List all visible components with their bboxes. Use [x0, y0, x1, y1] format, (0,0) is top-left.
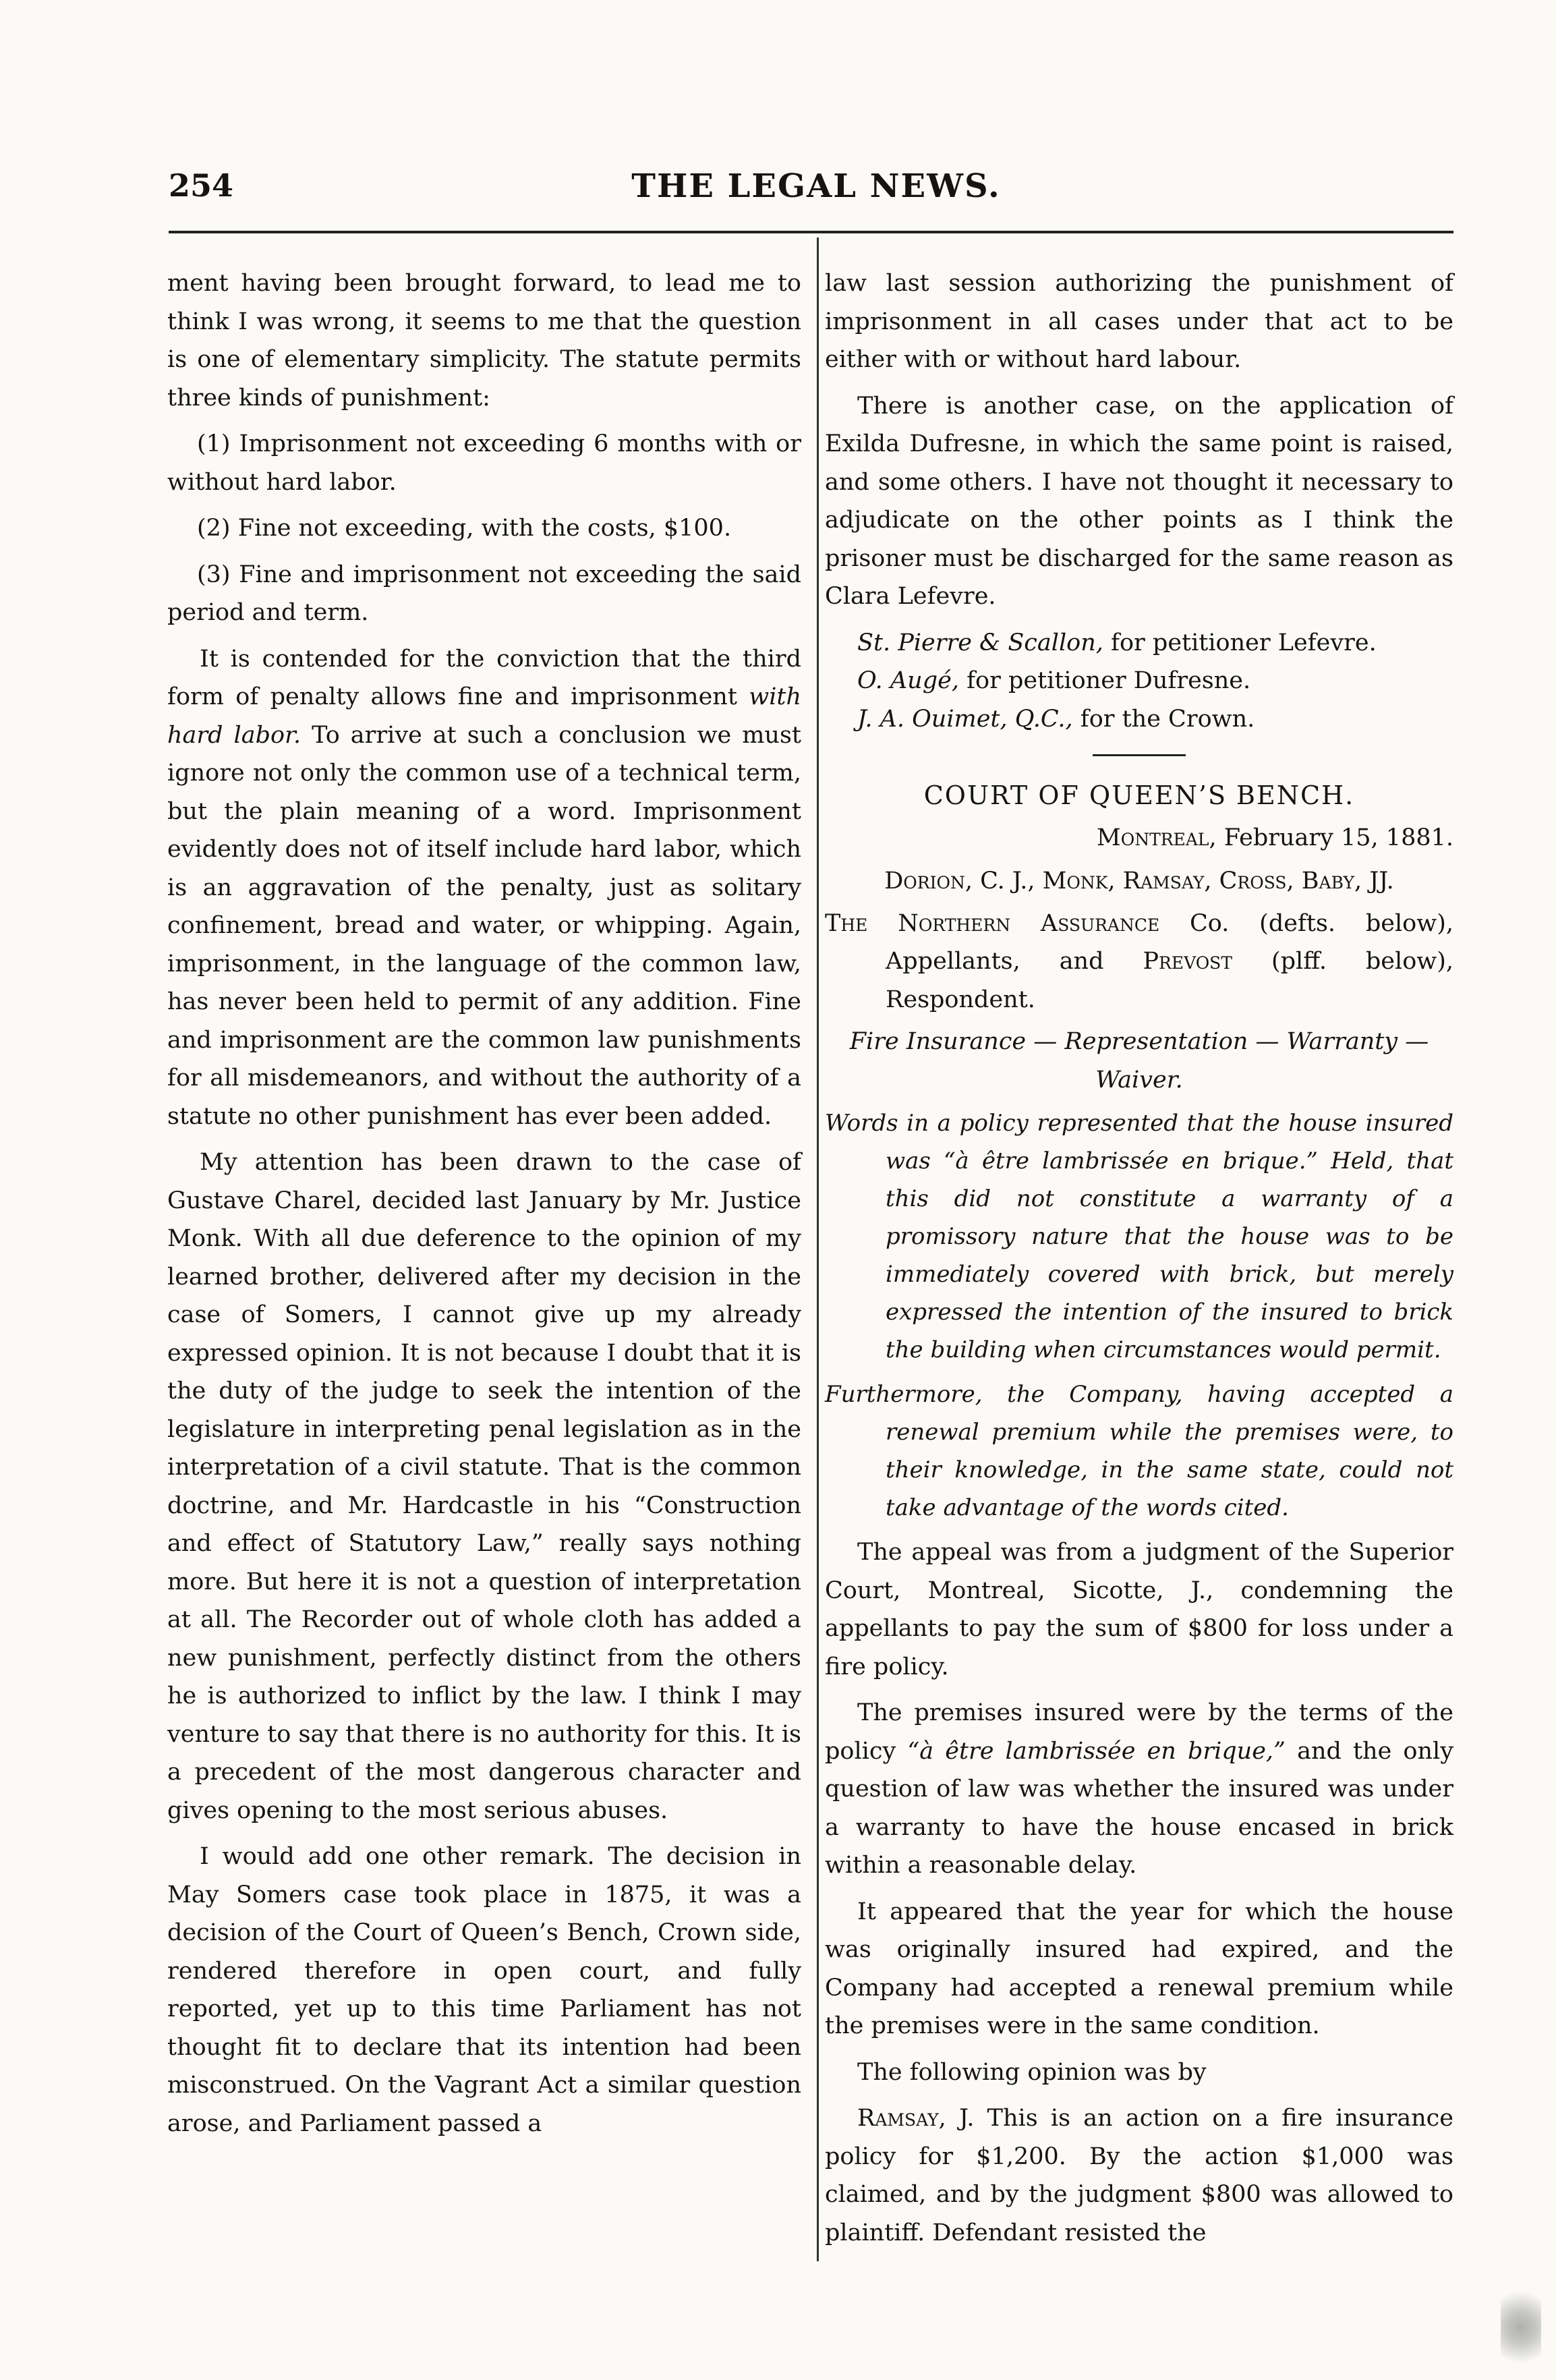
counsel-line — [825, 624, 1453, 662]
page-header — [169, 167, 1464, 215]
section-divider — [1093, 754, 1186, 756]
text-span: It is contended for the conviction that the third form of penalty allows fine and imprisonment — [167, 645, 801, 710]
text-span: To arrive at such a conclusion we must ignore not only the common use of a technical term, but the plain meaning of a word. Imprisonment evidently does not of itself include hard labor, which is an aggravation of the penalty, just as solitary confinement, bread and water, or whipping. Again, imprisonment, in the language of the common law, has never been held to permit of any addition. Fine and imprisonment are the common law punishments for all misdemeanors, and without the authority of a statute no other punishment has ever been added. — [167, 721, 801, 1130]
column-divider — [817, 237, 819, 2261]
party: The Northern Assurance — [825, 909, 1160, 937]
header-rule — [169, 231, 1453, 233]
court-heading: COURT OF QUEEN’S BENCH. — [923, 781, 1355, 810]
case-parties — [825, 905, 1453, 1019]
scan-smudge-icon — [1501, 2280, 1541, 2375]
counsel-role: for petitioner Lefevre. — [1103, 629, 1377, 656]
judge-name: Ramsay, — [857, 2105, 946, 2132]
text-span: J. This is an action on a fire insurance policy for $1,200. By the action $1,000 was claimed, and by the judgment $800 was allowed to plaintiff. Defendant resisted the — [825, 2105, 1453, 2246]
left-column — [167, 264, 801, 2151]
headnote-title: Fire Insurance — Representation — Warranty — Waiver. — [849, 1028, 1429, 1094]
right-column — [825, 264, 1453, 2260]
emphasis: with hard labor. — [167, 683, 801, 749]
paragraph: ment having been brought forward, to lead me to think I was wrong, it seems to me that the question is one of elementary simplicity. The statute permits three kinds of punishment: — [167, 270, 801, 412]
text-span: (plff. below), Respondent. — [886, 948, 1454, 1013]
text-span: The premises insured were by the terms of the policy — [825, 1699, 1453, 1765]
counsel-role: for petitioner Dufresne. — [958, 667, 1251, 694]
paragraph: There is another case, on the application of Exilda Dufresne, in which the same point is raised, and some others. I have not thought it necessary to adjudicate on the other points as I think the prisoner must be discharged for the same reason as Clara Lefevre. — [825, 392, 1453, 610]
party: Prevost — [1143, 948, 1232, 975]
paragraph: law last session authorizing the punishment of imprisonment in all cases under that act to be either with or without hard labour. — [825, 270, 1453, 373]
paragraph: My attention has been drawn to the case of Gustave Charel, decided last January by Mr. Justice Monk. With all due deference to the opinion of my learned brother, delivered after my decision in the case of Somers, I cannot give up my already expressed opinion. It is not because I doubt that it is the duty of the judge to seek the intention of the legislature in interpreting penal legislation as in the interpretation of a civil statute. That is the common doctrine, and Mr. Hardcastle in his “Construction and effect of Statutory Law,” really says nothing more. But here it is not a question of interpretation at all. The Recorder out of whole cloth has added a new punishment, perfectly distinct from the others he is authorized to inflict by the law. I think I may venture to say that there is no authority for this. It is a precedent of the most dangerous character and gives opening to the most serious abuses. — [167, 1149, 801, 1824]
text-span: Co. (defts. below), Appellants, and — [886, 909, 1453, 975]
headnote: Words in a policy represented that the house insured was “à être lambrissée en brique.” Held, that this did not constitute a warranty of a promissory nature that the house was to be immediately covered with brick, but merely expressed the intention of the insured to brick the building when circumstances would permit. — [825, 1110, 1453, 1363]
counsel-name: O. Augé, — [857, 667, 959, 694]
counsel-name: J. A. Ouimet, Q.C., — [857, 705, 1073, 733]
date: February 15, 1881. — [1216, 824, 1453, 851]
paragraph: The appeal was from a judgment of the Superior Court, Montreal, Sicotte, J., condemning the appellants to pay the sum of $800 for loss under a fire policy. — [825, 1539, 1453, 1680]
list-item: (2) Fine not exceeding, with the costs, $100. — [197, 515, 732, 542]
paragraph — [825, 2099, 1453, 2252]
paragraph: The following opinion was by — [857, 2058, 1207, 2086]
list-item: (3) Fine and imprisonment not exceeding the said period and term. — [167, 561, 801, 626]
paragraph — [825, 1694, 1453, 1885]
counsel-line — [825, 662, 1453, 700]
headnote: Furthermore, the Company, having accepted a renewal premium while the premises were, to their knowledge, in the same state, could not take advantage of the words cited. — [825, 1381, 1453, 1521]
paragraph: It appeared that the year for which the house was originally insured had expired, and the Company had accepted a renewal premium while the premises were in the same condition. — [825, 1898, 1453, 2039]
counsel-role: for the Crown. — [1072, 705, 1255, 733]
counsel-line — [825, 700, 1453, 739]
place: Montreal, — [1096, 824, 1217, 851]
running-title: THE LEGAL NEWS. — [631, 167, 1001, 205]
list-item: (1) Imprisonment not exceeding 6 months with or without hard labor. — [167, 430, 801, 496]
emphasis: “à être lambrissée en brique,” — [907, 1737, 1286, 1765]
paragraph: I would add one other remark. The decision in May Somers case took place in 1875, it was a decision of the Court of Queen’s Bench, Crown side, rendered therefore in open court, and fully reported, yet up to this time Parliament has not thought fit to declare that its intention had been misconstrued. On the Vagrant Act a similar question arose, and Parliament passed a — [167, 1843, 801, 2137]
judges-line: Dorion, C. J., Monk, Ramsay, Cross, Baby, JJ. — [884, 868, 1394, 895]
dateline — [825, 819, 1453, 857]
paragraph — [167, 640, 801, 1136]
counsel-name: St. Pierre & Scallon, — [857, 629, 1103, 656]
page-number: 254 — [169, 167, 234, 204]
text-span: and the only question of law was whether the insured was under a warranty to have the house encased in brick within a reasonable delay. — [825, 1737, 1453, 1879]
